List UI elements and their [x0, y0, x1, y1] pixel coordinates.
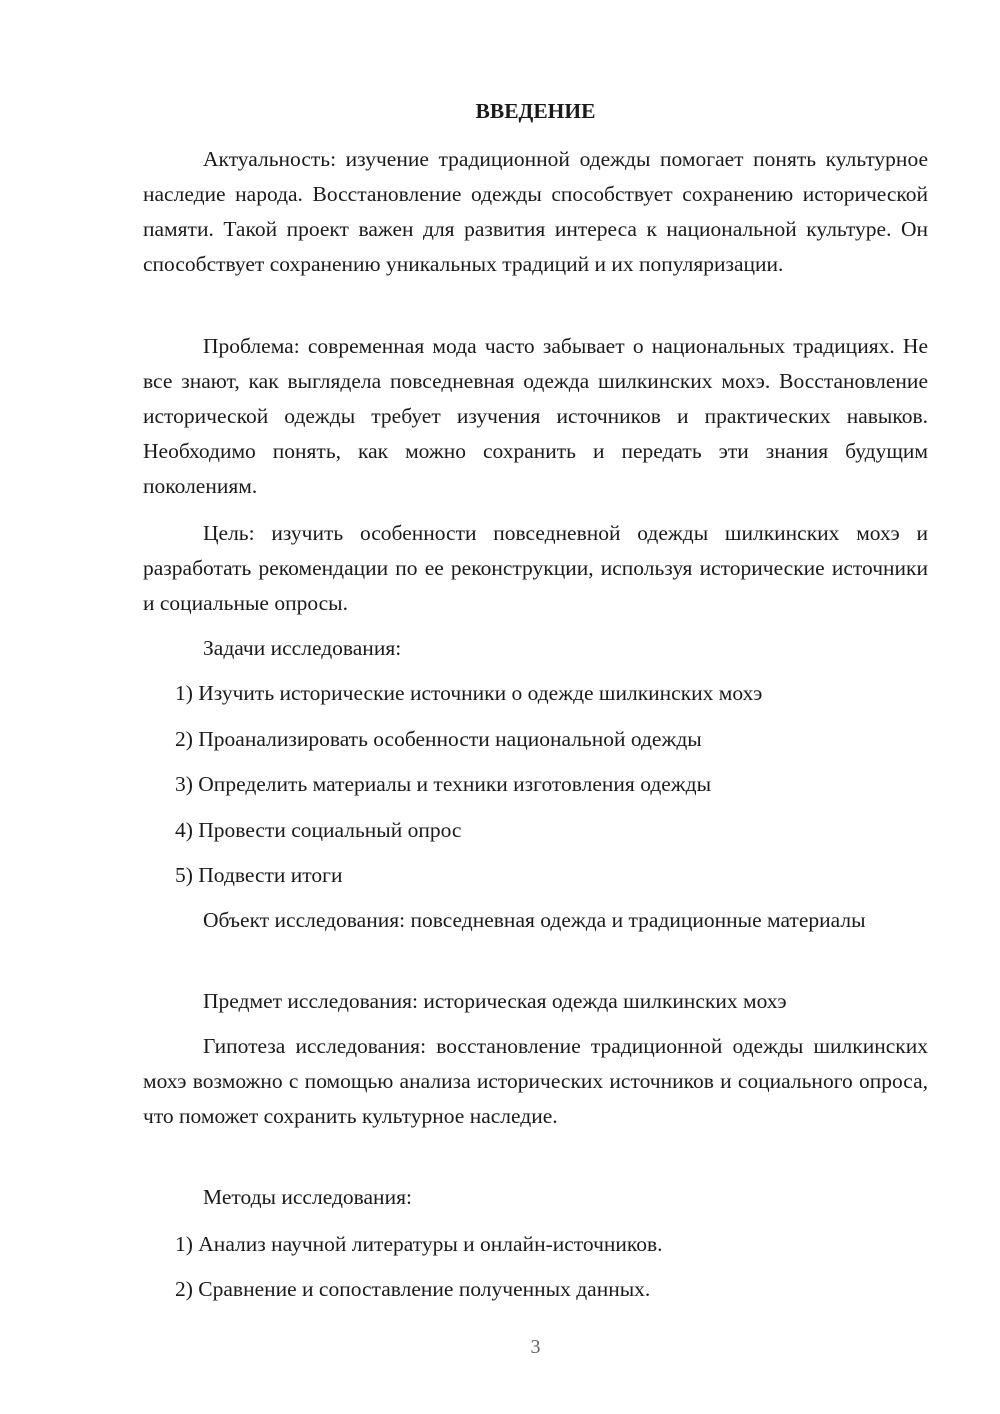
- task-item-3: 3) Определить материалы и техники изготовления одежды: [175, 772, 712, 796]
- task-item-2: 2) Проанализировать особенности национальной одежды: [175, 727, 702, 751]
- task-item-1: 1) Изучить исторические источники о одежде шилкинских мохэ: [175, 681, 763, 705]
- method-item-1: 1) Анализ научной литературы и онлайн-источников.: [175, 1232, 663, 1256]
- subject-paragraph: Предмет исследования: историческая одежда шилкинских мохэ: [203, 989, 787, 1013]
- task-item-4: 4) Провести социальный опрос: [175, 818, 462, 842]
- document-page: [143, 0, 928, 1414]
- method-item-2: 2) Сравнение и сопоставление полученных данных.: [175, 1277, 651, 1301]
- page-number: 3: [530, 1336, 541, 1358]
- goal-paragraph: Цель: изучить особенности повседневной одежды шилкинских мохэ и разработать рекомендации по ее реконструкции, используя исторические источники и социальные опросы.: [143, 521, 928, 615]
- hypothesis-paragraph: Гипотеза исследования: восстановление традиционной одежды шилкинских мохэ возможно с помощью анализа исторических источников и социального опроса, что поможет сохранить культурное наследие.: [143, 1034, 928, 1128]
- relevance-paragraph: Актуальность: изучение традиционной одежды помогает понять культурное наследие народа. Восстановление одежды способствует сохранению исторической памяти. Такой проект важен для развития интереса к национальной культуре. Он способствует сохранению уникальных традиций и их популяризации.: [143, 147, 928, 276]
- object-paragraph: Объект исследования: повседневная одежда и традиционные материалы: [203, 908, 866, 932]
- problem-paragraph: Проблема: современная мода часто забывает о национальных традициях. Не все знают, как выглядела повседневная одежда шилкинских мохэ. Восстановление исторической одежды требует изучения источников и практических навыков. Необходимо понять, как можно сохранить и передать эти знания будущим поколениям.: [143, 334, 928, 498]
- tasks-label: Задачи исследования:: [203, 636, 402, 660]
- methods-label: Методы исследования:: [203, 1185, 412, 1209]
- task-item-5: 5) Подвести итоги: [175, 863, 343, 887]
- section-heading: ВВЕДЕНИЕ: [475, 99, 596, 123]
